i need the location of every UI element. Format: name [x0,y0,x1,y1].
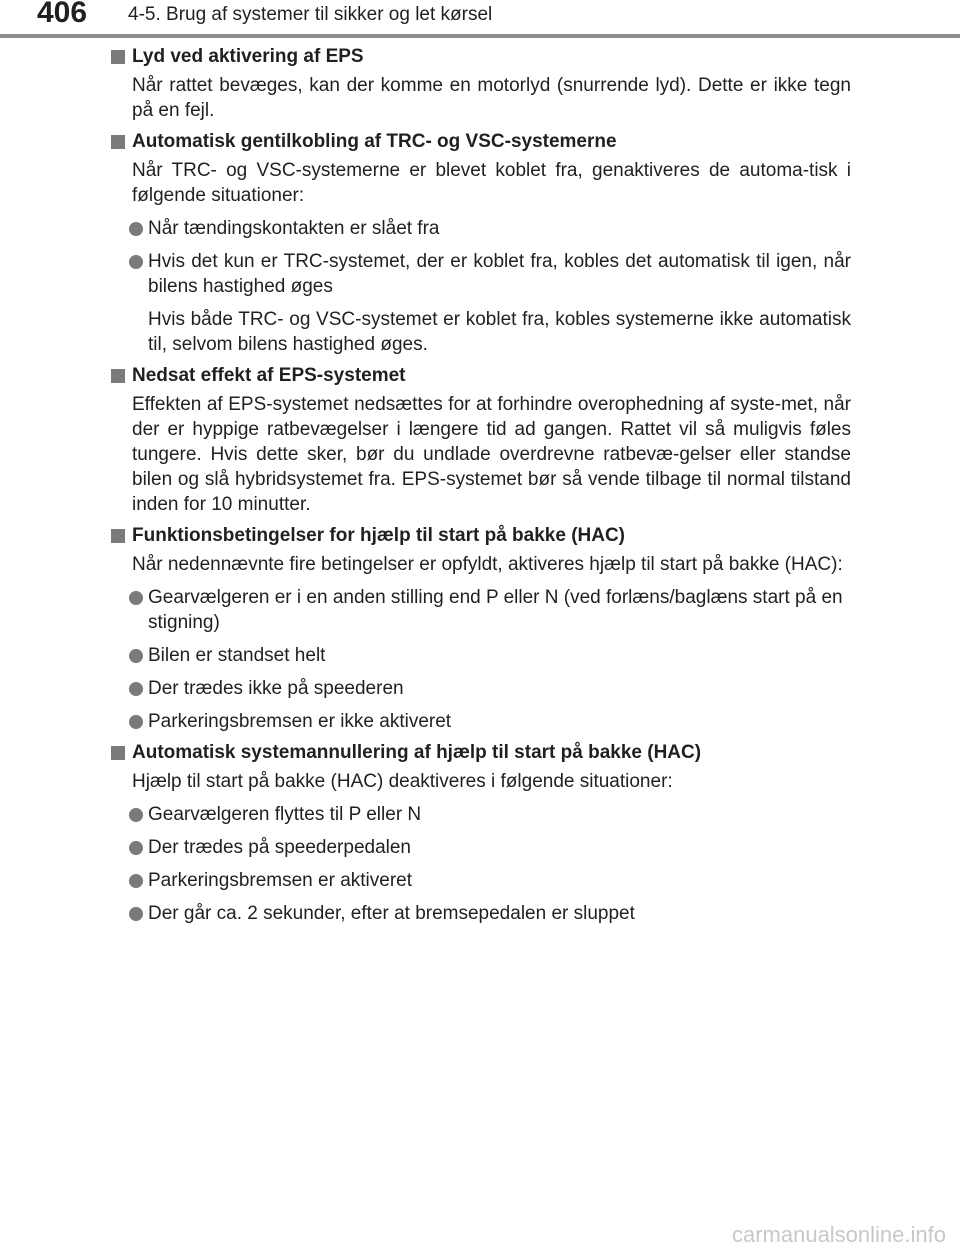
round-bullet-icon [129,808,143,822]
section-heading-text: Nedsat effekt af EPS-systemet [132,365,406,386]
round-bullet-icon [129,841,143,855]
section-heading [111,44,851,70]
paragraph: Når TRC- og VSC-systemerne er blevet koblet fra, genaktiveres de automa-tisk i følgende situationer: [132,160,851,206]
section-eps-sound [111,44,851,123]
round-bullet-icon [129,874,143,888]
square-bullet-icon [111,135,125,149]
section-eps-reduced-effect [111,363,851,517]
section-heading-text: Funktionsbetingelser for hjælp til start på bakke (HAC) [132,525,626,546]
list-item: Gearvælgeren flyttes til P eller N [111,802,851,827]
section-heading [111,523,851,549]
list-item: Der trædes ikke på speederen [111,676,851,701]
page-header [0,0,960,40]
square-bullet-icon [111,746,125,760]
header-rule [0,34,960,38]
list-item: Parkeringsbremsen er aktiveret [111,868,851,893]
square-bullet-icon [111,529,125,543]
square-bullet-icon [111,50,125,64]
section-heading-text: Automatisk gentilkobling af TRC- og VSC-systemerne [132,131,617,152]
round-bullet-icon [129,907,143,921]
paragraph: Hjælp til start på bakke (HAC) deaktiveres i følgende situationer: [132,771,673,792]
list-item: Bilen er standset helt [111,643,851,668]
list-item: Gearvælgeren er i en anden stilling end P eller N (ved forlæns/baglæns start på en stigning) [111,585,851,635]
section-hac-conditions [111,523,851,734]
section-heading-text: Lyd ved aktivering af EPS [132,46,364,67]
round-bullet-icon [129,715,143,729]
round-bullet-icon [129,255,143,269]
paragraph: Når nedennævnte fire betingelser er opfyldt, aktiveres hjælp til start på bakke (HAC): [132,554,843,575]
chapter-title: 4-5. Brug af systemer til sikker og let kørsel [128,4,493,25]
square-bullet-icon [111,369,125,383]
round-bullet-icon [129,591,143,605]
round-bullet-icon [129,649,143,663]
section-heading-text: Automatisk systemannullering af hjælp til start på bakke (HAC) [132,742,702,763]
section-trc-vsc-reactivation [111,129,851,357]
watermark: carmanualsonline.info [731,1222,946,1247]
page-number: 406 [37,0,88,29]
list-item: Når tændingskontakten er slået fra [111,216,851,241]
section-heading [111,129,851,155]
section-heading [111,363,851,389]
list-item: Der går ca. 2 sekunder, efter at bremsepedalen er sluppet [111,901,851,926]
paragraph: Når rattet bevæges, kan der komme en motorlyd (snurrende lyd). Dette er ikke tegn på en fejl. [132,75,851,121]
page-content [111,44,851,926]
list-item: Hvis det kun er TRC-systemet, der er koblet fra, kobles det automatisk til igen, når bilens hastighed øges [111,249,851,299]
list-item: Der trædes på speederpedalen [111,835,851,860]
section-hac-cancellation [111,740,851,926]
section-heading [111,740,851,766]
list-item: Parkeringsbremsen er ikke aktiveret [111,709,851,734]
paragraph: Effekten af EPS-systemet nedsættes for at forhindre overophedning af syste-met, når der er hyppige ratbevægelser i længere tid ad gangen. Rattet vil så muligvis føles tungere. Hvis dette sker, bør du undlade overdrevne ratbevæ-gelser eller standse bilen og slå hybridsystemet fra. EPS-systemet bør så vende tilbage til normal tilstand inden for 10 minutter. [132,394,851,515]
list-item-note: Hvis både TRC- og VSC-systemet er koblet fra, kobles systemerne ikke automatisk til, selvom bilens hastighed øges. [148,309,851,355]
round-bullet-icon [129,682,143,696]
round-bullet-icon [129,222,143,236]
